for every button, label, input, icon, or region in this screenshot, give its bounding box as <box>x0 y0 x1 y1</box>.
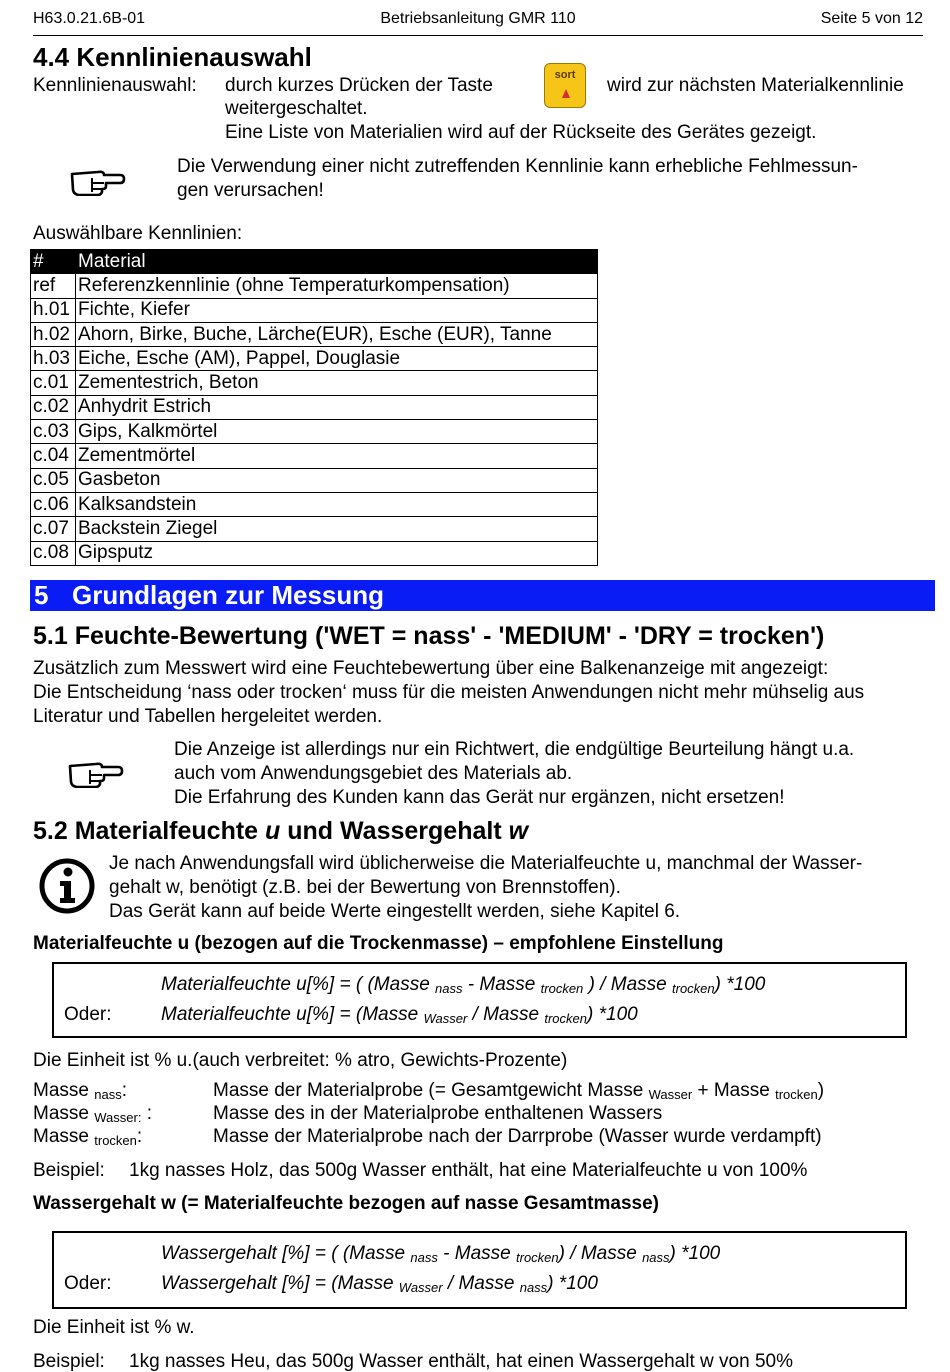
def-nass-desc: Masse der Materialprobe (= Gesamtgewicht Masse <box>213 1080 644 1101</box>
section-5-number: 5 <box>34 580 49 610</box>
col-header-material: Material <box>76 250 598 274</box>
cell-material: Backstein Ziegel <box>76 517 598 541</box>
page-header <box>33 8 923 36</box>
formula-u-2-times: *100 <box>598 1004 638 1025</box>
sub-nass: nass <box>435 981 463 996</box>
sec51-paragraph-3: Literatur und Tabellen hergeleitet werden. <box>33 706 383 727</box>
formula-u-2-masse-b: Masse <box>483 1004 540 1025</box>
formula-u-1-label: Materialfeuchte u[%] = <box>161 974 351 995</box>
def-wasser-term: Masse $_{Wasser:}$ : <box>33 1103 153 1125</box>
section-5-heading <box>30 580 935 611</box>
sub-trocken: trocken <box>94 1133 137 1148</box>
sub-trocken: trocken <box>540 981 584 996</box>
sec51-paragraph-1: Zusätzlich zum Messwert wird eine Feuchtebewertung über eine Balkenanzeige mit angezeigt: <box>33 658 829 679</box>
formula-u-2-label: Materialfeuchte u[%] = <box>161 1004 351 1025</box>
sub-wasser-colon: Wasser: <box>94 1110 142 1125</box>
info-line-2: gehalt w, benötigt (z.B. bei der Bewertung von Brennstoffen). <box>109 877 621 898</box>
cell-material: Anhydrit Estrich <box>76 395 598 419</box>
table-row <box>31 395 598 419</box>
def-trocken-term: Masse $_{trocken}$: <box>33 1126 143 1148</box>
formula-box-u <box>52 962 907 1038</box>
example-w-text: 1kg nasses Heu, das 500g Wasser enthält, hat einen Wassergehalt w von 50% <box>129 1351 793 1372</box>
cell-material: Fichte, Kiefer <box>76 298 598 322</box>
cell-code: c.03 <box>31 420 76 444</box>
formula-u-1: Materialfeuchte u[%] = ( (Masse $_{nass}$ - Masse $_{trocken}$ ) / Masse $_{trocken}$) *100 <box>161 974 766 996</box>
def-nass-term: Masse $_{nass}$: <box>33 1080 127 1102</box>
sub-trocken: trocken <box>775 1087 818 1102</box>
formula-u-2-masse-a: Masse <box>362 1004 419 1025</box>
doc-id: H63.0.21.6B-01 <box>33 10 146 27</box>
kennlinie-text-b: wird zur nächsten Materialkennlinie <box>607 75 904 96</box>
formula-u-1-masse-a: Masse <box>373 974 430 995</box>
pointing-hand-icon <box>70 162 126 196</box>
def-trocken-masse: Masse <box>33 1126 89 1147</box>
cell-code: h.01 <box>31 298 76 322</box>
cell-code: h.03 <box>31 347 76 371</box>
cell-material: Kalksandstein <box>76 492 598 516</box>
formula-u-oder: Oder: <box>64 1004 112 1025</box>
def-nass-masse-b: Masse <box>713 1080 770 1101</box>
note-1-line-1: Die Verwendung einer nicht zutreffenden Kennlinie kann erhebliche Fehlmessun- <box>177 156 858 177</box>
sub-nass: nass <box>410 1250 438 1265</box>
formula-w-2-masse-b: Masse <box>458 1273 515 1294</box>
cell-material: Eiche, Esche (AM), Pappel, Douglasie <box>76 347 598 371</box>
cell-code: c.07 <box>31 517 76 541</box>
sec52-heading-w: w <box>508 817 529 845</box>
note-1-line-2: gen verursachen! <box>177 180 324 201</box>
cell-code: h.02 <box>31 322 76 346</box>
sub-trocken: trocken <box>672 981 715 996</box>
example-u-text: 1kg nasses Holz, das 500g Wasser enthält, hat eine Materialfeuchte u von 100% <box>129 1160 808 1181</box>
sort-key-label: sort <box>554 69 576 81</box>
table-row <box>31 468 598 492</box>
example-u-label: Beispiel: <box>33 1160 105 1181</box>
sub-trocken: trocken <box>516 1250 559 1265</box>
def-nass-text: Masse der Materialprobe (= Gesamtgewicht Masse $_{Wasser}$ + Masse $_{trocken}$) <box>213 1080 825 1102</box>
table-row <box>31 371 598 395</box>
kennlinie-text-c: weitergeschaltet. <box>225 98 368 119</box>
info-line-3: Das Gerät kann auf beide Werte eingestellt werden, siehe Kapitel 6. <box>109 901 681 922</box>
pointing-hand-icon <box>68 754 124 788</box>
sec52-heading-b: und Wassergehalt <box>280 817 509 845</box>
info-line-1: Je nach Anwendungsfall wird üblicherweise die Materialfeuchte u, manchmal der Wasser- <box>109 853 863 874</box>
doc-title: Betriebsanleitung GMR 110 <box>380 10 576 27</box>
cell-material: Ahorn, Birke, Buche, Lärche(EUR), Esche (EUR), Tanne <box>76 322 598 346</box>
cell-code: c.02 <box>31 395 76 419</box>
info-icon <box>38 857 96 915</box>
sub-wasser: Wasser <box>423 1011 468 1026</box>
section-5-1-heading: 5.1 Feuchte-Bewertung ('WET = nass' - 'MEDIUM' - 'DRY = trocken') <box>33 622 825 650</box>
cell-material: Gipsputz <box>76 541 598 565</box>
formula-u-1-masse-b: Masse <box>479 974 536 995</box>
table-row <box>31 274 598 298</box>
formula-w-1-label: Wassergehalt [%] = <box>161 1243 326 1264</box>
formula-w-1: Wassergehalt [%] = ( (Masse $_{nass}$ - Masse $_{trocken}$) / Masse $_{nass}$) *100 <box>161 1243 721 1265</box>
formula-w-1-masse-b: Masse <box>454 1243 511 1264</box>
sub-wasser: Wasser <box>398 1280 443 1295</box>
formula-u-1-times: *100 <box>726 974 766 995</box>
def-trocken-text: Masse der Materialprobe nach der Darrprobe (Wasser wurde verdampft) <box>213 1126 822 1147</box>
cell-material: Zementestrich, Beton <box>76 371 598 395</box>
section-4-4-heading: 4.4 Kennlinienauswahl <box>33 42 312 72</box>
kennlinie-text-d: Eine Liste von Materialien wird auf der Rückseite des Gerätes gezeigt. <box>225 122 817 143</box>
unit-w-text: Die Einheit ist % w. <box>33 1317 195 1338</box>
sub-nass: nass <box>519 1280 548 1295</box>
formula-u-1-masse-c: Masse <box>610 974 667 995</box>
sub-nass: nass <box>642 1250 670 1265</box>
col-header-number: # <box>31 250 76 274</box>
cell-material: Zementmörtel <box>76 444 598 468</box>
kennlinie-text-a: durch kurzes Drücken der Taste <box>225 75 493 96</box>
cell-material: Gasbeton <box>76 468 598 492</box>
table-row <box>31 444 598 468</box>
cell-material: Gips, Kalkmörtel <box>76 420 598 444</box>
cell-code: c.08 <box>31 541 76 565</box>
table-row <box>31 420 598 444</box>
subheading-materialfeuchte: Materialfeuchte u (bezogen auf die Trockenmasse) – empfohlene Einstellung <box>33 933 724 954</box>
cell-material: Referenzkennlinie (ohne Temperaturkompensation) <box>76 274 598 298</box>
sec52-heading-a: 5.2 Materialfeuchte <box>33 817 266 845</box>
section-5-title: Grundlagen zur Messung <box>72 580 385 610</box>
formula-w-1-times: *100 <box>681 1243 721 1264</box>
formula-w-2: Wassergehalt [%] = (Masse $_{Wasser}$ / Masse $_{nass}$) *100 <box>161 1273 598 1295</box>
formula-w-1-masse-c: Masse <box>580 1243 637 1264</box>
formula-u-2: Materialfeuchte u[%] = (Masse $_{Wasser}$ / Masse $_{trocken}$) *100 <box>161 1004 638 1026</box>
sort-key-icon <box>544 63 586 108</box>
table-row <box>31 541 598 565</box>
list-label: Auswählbare Kennlinien: <box>33 223 243 244</box>
def-wasser-text: Masse des in der Materialprobe enthaltenen Wassers <box>213 1103 663 1124</box>
note-2-line-3: Die Erfahrung des Kunden kann das Gerät nur ergänzen, nicht ersetzen! <box>174 787 785 808</box>
table-row <box>31 298 598 322</box>
formula-w-1-masse-a: Masse <box>349 1243 406 1264</box>
def-nass-masse: Masse <box>33 1080 89 1101</box>
material-table <box>30 249 598 566</box>
def-wasser-masse: Masse <box>33 1103 89 1124</box>
example-w-label: Beispiel: <box>33 1351 105 1372</box>
note-2-line-2: auch vom Anwendungsgebiet des Materials ab. <box>174 763 573 784</box>
formula-w-2-masse-a: Masse <box>337 1273 394 1294</box>
cell-code: c.05 <box>31 468 76 492</box>
sub-trocken: trocken <box>544 1011 587 1026</box>
note-2-line-1: Die Anzeige ist allerdings nur ein Richtwert, die endgültige Beurteilung hängt u.a. <box>174 739 855 760</box>
sec51-paragraph-2: Die Entscheidung ‘nass oder trocken‘ muss für die meisten Anwendungen nicht mehr mühselig aus <box>33 682 865 703</box>
sub-wasser: Wasser <box>648 1087 693 1102</box>
formula-w-oder: Oder: <box>64 1273 112 1294</box>
cell-code: c.06 <box>31 492 76 516</box>
table-row <box>31 517 598 541</box>
table-header-row <box>31 250 598 274</box>
section-5-2-heading <box>33 817 528 846</box>
cell-code: c.04 <box>31 444 76 468</box>
page-number: Seite 5 von 12 <box>820 10 923 27</box>
formula-box-w <box>52 1231 907 1309</box>
table-row <box>31 347 598 371</box>
unit-u-text: Die Einheit ist % u.(auch verbreitet: % atro, Gewichts-Prozente) <box>33 1050 568 1071</box>
arrow-up-icon <box>562 89 570 98</box>
table-row <box>31 322 598 346</box>
cell-code: ref <box>31 274 76 298</box>
table-row <box>31 492 598 516</box>
subheading-wassergehalt: Wassergehalt w (= Materialfeuchte bezogen auf nasse Gesamtmasse) <box>33 1193 659 1214</box>
formula-w-2-label: Wassergehalt [%] = <box>161 1273 326 1294</box>
sec52-heading-u: u <box>265 817 281 845</box>
formula-w-2-times: *100 <box>558 1273 598 1294</box>
kennlinie-label: Kennlinienauswahl: <box>33 75 197 96</box>
cell-code: c.01 <box>31 371 76 395</box>
sub-nass: nass <box>94 1087 122 1102</box>
